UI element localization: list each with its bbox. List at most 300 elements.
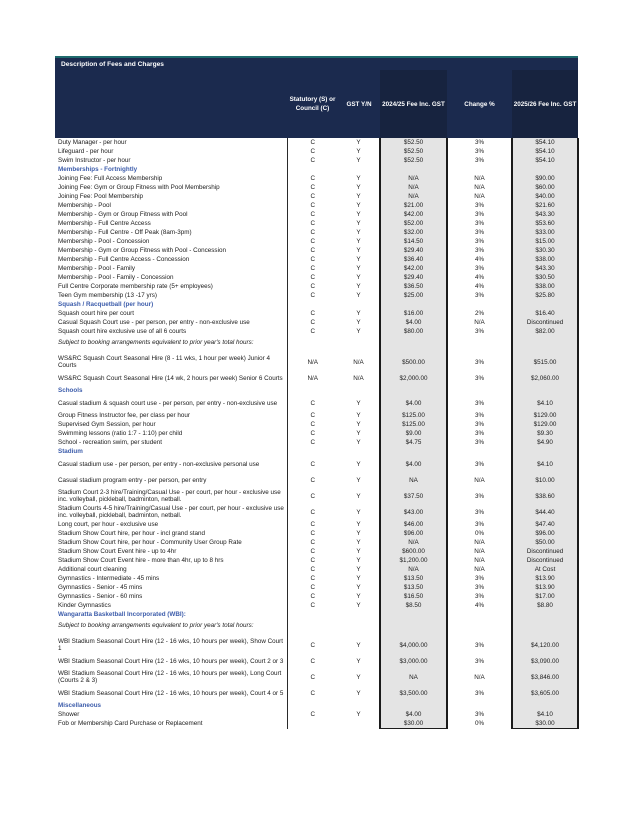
statutory-code: C [287,529,338,538]
fee-2025-26: $515.00 [512,354,578,370]
statutory-code: C [287,592,338,601]
table-row [55,456,578,472]
fee-description: Group Fitness Instructor fee, per class per hour [58,412,190,419]
fee-description: Membership - Pool [58,202,111,209]
table-row [55,201,578,210]
table-row [55,429,578,438]
fee-description: Lifeguard - per hour [58,148,114,155]
section-heading: Squash / Racquetball (per hour) [58,301,154,308]
gst-flag: Y [356,247,361,254]
statutory-code: C [287,291,338,300]
table-row [55,504,578,520]
change-percent [447,619,512,631]
fee-description: Stadium Show Court hire, per hour - Community User Group Rate [58,539,242,546]
statutory-code: C [287,138,338,147]
statutory-code: C [287,488,338,504]
change-percent [447,610,512,619]
fee-description: Joining Fee: Gym or Group Fitness with Pool Membership [58,184,220,191]
statutory-code [287,300,338,309]
table-row [55,583,578,592]
fee-2025-26: Discontinued [512,547,578,556]
header-statutory: Statutory (S) or Council (C) [287,70,338,138]
statutory-code: C [287,309,338,318]
statutory-code: C [287,420,338,429]
gst-flag [338,619,380,631]
gst-flag: Y [356,476,361,484]
fee-2024-25: $4.00 [380,710,447,719]
section-heading: Wangaratta Basketball Incorporated (WBI): [58,611,186,618]
gst-flag: Y [356,412,361,419]
fees-table-body [55,138,578,729]
fee-2025-26: $3,846.00 [512,669,578,685]
change-percent: 3% [474,374,485,382]
fee-description: Swim Instructor - per hour [58,157,131,164]
fee-description: Casual stadium use - per person, per entry - non-exclusive personal use [58,460,260,468]
note-text: Subject to booking arrangements equivalent to prior year's total hours: [58,338,254,346]
fee-2024-25: $80.00 [380,327,447,336]
statutory-code [287,610,338,619]
table-row [55,653,578,669]
gst-flag: Y [356,283,361,290]
change-percent: 3% [474,711,485,718]
statutory-code: C [287,228,338,237]
change-percent: 3% [474,508,485,516]
section-heading-row [55,165,578,174]
gst-flag: Y [356,319,361,326]
fee-description: Casual Squash Court use - per person, per entry - non-exclusive use [58,319,250,326]
statutory-code: C [287,255,338,264]
fee-2025-26: $4,120.00 [512,637,578,653]
statutory-code: C [287,210,338,219]
statutory-code: C [287,456,338,472]
table-row [55,291,578,300]
gst-flag: Y [356,265,361,272]
gst-flag: Y [356,148,361,155]
fee-description: Fob or Membership Card Purchase or Replacement [58,720,203,728]
change-percent: 3% [474,439,485,446]
fee-2025-26: $9.30 [512,429,578,438]
fee-2025-26 [512,336,578,348]
statutory-code: C [287,547,338,556]
fee-2025-26: $44.40 [512,504,578,520]
change-percent: 3% [474,412,485,419]
change-percent: 3% [474,657,485,665]
fee-description: Squash court hire exclusive use of all 6 courts [58,328,187,335]
fee-description: Membership - Gym or Group Fitness with Pool [58,211,188,218]
gst-flag: Y [356,584,361,591]
fee-2024-25 [380,336,447,348]
gst-flag: Y [356,557,361,564]
fee-description: Membership - Full Centre - Off Peak (8am-3pm) [58,229,192,236]
fee-2024-25: $1,200.00 [380,556,447,565]
fee-2024-25: NA [380,669,447,685]
change-percent: 4% [474,602,485,609]
change-percent: 3% [474,575,485,582]
fee-description: Gymnastics - Senior - 45 mins [58,584,143,591]
change-percent: N/A [474,557,485,564]
fee-description: Membership - Gym or Group Fitness with Pool - Concession [58,247,226,254]
gst-flag [338,165,380,174]
change-percent [447,701,512,710]
gst-flag: Y [356,256,361,263]
change-percent [447,386,512,395]
fee-2025-26: $2,060.00 [512,370,578,386]
fee-description: School - recreation swim, per student [58,439,162,446]
fee-description: Stadium Show Court Event hire - up to 4hr [58,548,177,555]
header-fee-2024-25: 2024/25 Fee Inc. GST [380,70,447,138]
fee-2025-26 [512,610,578,619]
statutory-code: C [287,282,338,291]
statutory-code: C [287,710,338,719]
fee-description: Membership - Pool - Family - Concession [58,274,174,281]
fee-description: Full Centre Corporate membership rate (5+ employees) [58,283,213,290]
fee-2025-26: $43.30 [512,210,578,219]
fee-description: Gymnastics - Intermediate - 45 mins [58,575,160,582]
fee-2025-26: $30.30 [512,246,578,255]
statutory-code: C [287,438,338,447]
fee-2024-25: $125.00 [380,420,447,429]
fee-2025-26: $38.60 [512,488,578,504]
change-percent: 3% [474,292,485,299]
fee-description: Casual stadium program entry - per person, per entry [58,476,207,484]
fee-2024-25: $14.50 [380,237,447,246]
fee-2024-25: $9.00 [380,429,447,438]
table-row [55,282,578,291]
fee-2025-26: $13.90 [512,574,578,583]
fee-2025-26: $33.00 [512,228,578,237]
fee-2025-26: At Cost [512,565,578,574]
table-row [55,228,578,237]
gst-flag: Y [356,220,361,227]
table-row [55,395,578,411]
gst-flag: Y [356,328,361,335]
table-row [55,592,578,601]
fee-description: Casual stadium & squash court use - per person, per entry - non-exclusive use [58,399,278,407]
note-row [55,619,578,631]
fee-2024-25: $52.50 [380,147,447,156]
section-heading: Miscellaneous [58,702,102,709]
fee-2024-25: $52.50 [380,156,447,165]
table-row [55,210,578,219]
gst-flag [338,610,380,619]
change-percent: 3% [474,689,485,697]
statutory-code: C [287,583,338,592]
gst-flag [338,336,380,348]
fee-2024-25: N/A [380,183,447,192]
fee-2024-25: $46.00 [380,520,447,529]
gst-flag: Y [356,492,361,500]
fee-2024-25: $25.00 [380,291,447,300]
table-row [55,438,578,447]
statutory-code [287,447,338,456]
change-percent: 3% [474,202,485,209]
header-change: Change % [447,70,512,138]
table-row [55,520,578,529]
change-percent: 3% [474,328,485,335]
gst-flag: Y [356,530,361,537]
statutory-code: C [287,504,338,520]
change-percent: 3% [474,211,485,218]
fee-2025-26: $30.50 [512,273,578,282]
table-row [55,420,578,429]
header-description [55,70,287,138]
section-heading-row [55,300,578,309]
statutory-code: C [287,538,338,547]
fee-description: Gymnastics - Senior - 60 mins [58,593,143,600]
fee-2024-25 [380,447,447,456]
gst-flag: Y [356,593,361,600]
fee-2024-25: $32.00 [380,228,447,237]
fee-description: Shower [58,711,80,718]
change-percent: N/A [474,476,485,484]
change-percent: 3% [474,265,485,272]
gst-flag: Y [356,139,361,146]
table-row [55,538,578,547]
change-percent: 3% [474,157,485,164]
fee-2024-25: $43.00 [380,504,447,520]
fee-2025-26 [512,165,578,174]
fee-2024-25: $4.00 [380,456,447,472]
change-percent: 3% [474,229,485,236]
fee-2024-25 [380,165,447,174]
table-row [55,246,578,255]
statutory-code: C [287,174,338,183]
table-row [55,472,578,488]
fee-description: Duty Manager - per hour [58,139,127,146]
gst-flag [338,300,380,309]
statutory-code: C [287,685,338,701]
statutory-code: C [287,183,338,192]
table-row [55,565,578,574]
fee-2024-25 [380,610,447,619]
fee-2025-26: $40.00 [512,192,578,201]
gst-flag: Y [356,673,361,681]
fee-description: WBI Stadium Seasonal Court Hire (12 - 16 wks, 10 hours per week), Court 2 or 3 [58,657,284,665]
fee-description: Joining Fee: Pool Membership [58,193,144,200]
gst-flag [338,386,380,395]
fee-2024-25: $13.50 [380,574,447,583]
gst-flag: Y [356,193,361,200]
section-heading: Memberships - Fortnightly [58,166,138,173]
gst-flag: Y [356,238,361,245]
table-row [55,237,578,246]
table-title: Description of Fees and Charges [55,57,578,70]
gst-flag: Y [356,508,361,516]
fee-2024-25: $4.00 [380,395,447,411]
gst-flag: Y [356,184,361,191]
fee-2024-25: $36.50 [380,282,447,291]
fee-2025-26: $25.80 [512,291,578,300]
statutory-code: C [287,574,338,583]
table-row [55,547,578,556]
fee-2024-25: $36.40 [380,255,447,264]
statutory-code: C [287,147,338,156]
fee-description: Swimming lessons (ratio 1:7 - 1:10) per child [58,430,183,437]
fee-2025-26: $54.10 [512,156,578,165]
statutory-code: C [287,472,338,488]
table-row [55,719,578,729]
fee-2025-26: $54.10 [512,138,578,147]
table-row [55,147,578,156]
gst-flag [338,719,380,729]
table-row [55,370,578,386]
gst-flag: N/A [353,374,364,382]
fee-2024-25: $42.00 [380,210,447,219]
gst-flag: Y [356,521,361,528]
change-percent [447,336,512,348]
change-percent: N/A [474,548,485,555]
fee-description: Membership - Pool - Concession [58,238,150,245]
fee-2025-26: $60.00 [512,183,578,192]
table-row [55,255,578,264]
fee-description: Teen Gym membership (13 -17 yrs) [58,292,158,299]
statutory-code: C [287,637,338,653]
gst-flag: Y [356,229,361,236]
fees-table-container [55,56,578,729]
gst-flag [338,701,380,710]
fee-2025-26: $54.10 [512,147,578,156]
statutory-code: C [287,318,338,327]
statutory-code [287,701,338,710]
statutory-code: C [287,556,338,565]
fee-2025-26: $10.00 [512,472,578,488]
change-percent: 3% [474,460,485,468]
fee-2025-26: $3,605.00 [512,685,578,701]
header-fee-2025-26: 2025/26 Fee Inc. GST [512,70,578,138]
fee-2024-25: $4,000.00 [380,637,447,653]
note-text: Subject to booking arrangements equivalent to prior year's total hours: [58,621,254,629]
gst-flag: Y [356,439,361,446]
change-percent: N/A [474,319,485,326]
gst-flag: Y [356,641,361,649]
fee-2024-25: $600.00 [380,547,447,556]
fee-2024-25: $52.50 [380,138,447,147]
fee-description: Stadium Show Court hire, per hour - incl grand stand [58,530,206,537]
change-percent: N/A [474,184,485,191]
change-percent [447,300,512,309]
table-row [55,488,578,504]
fee-2025-26: $21.60 [512,201,578,210]
gst-flag: Y [356,539,361,546]
fee-2025-26: $4.10 [512,456,578,472]
fee-2025-26 [512,300,578,309]
statutory-code: C [287,601,338,610]
gst-flag: Y [356,421,361,428]
table-row [55,318,578,327]
fee-2024-25: $21.00 [380,201,447,210]
gst-flag [338,447,380,456]
change-percent: N/A [474,539,485,546]
fee-2025-26: $82.00 [512,327,578,336]
statutory-code: C [287,273,338,282]
gst-flag: Y [356,292,361,299]
change-percent: 3% [474,399,485,407]
header-gst: GST Y/N [338,70,380,138]
statutory-code: N/A [287,354,338,370]
gst-flag: Y [356,566,361,573]
fee-2024-25: $3,000.00 [380,653,447,669]
table-row [55,183,578,192]
note-row [55,336,578,348]
section-heading: Stadium [58,448,83,455]
table-row [55,174,578,183]
fee-2024-25: $4.75 [380,438,447,447]
fee-2024-25: N/A [380,174,447,183]
fee-2025-26: Discontinued [512,556,578,565]
fee-description: Membership - Pool - Family [58,265,135,272]
change-percent: 3% [474,584,485,591]
fee-description: Stadium Court 2-3 hire/Training/Casual Use - per court, per hour - exclusive use inc. volleyball, pickleball, badminton, netball. [58,489,281,503]
fee-description: Supervised Gym Session, per hour [58,421,156,428]
statutory-code: C [287,264,338,273]
change-percent: 3% [474,247,485,254]
fee-2024-25: $30.00 [380,719,447,729]
section-heading-row [55,386,578,395]
fee-2025-26: $38.00 [512,255,578,264]
gst-flag: Y [356,202,361,209]
fee-2025-26 [512,619,578,631]
fee-description: Stadium Show Court Event hire - more than 4hr, up to 8 hrs [58,557,224,564]
fee-2024-25: $42.00 [380,264,447,273]
fee-2025-26: $47.40 [512,520,578,529]
change-percent: 4% [474,274,485,281]
fee-2025-26: $13.90 [512,583,578,592]
table-row [55,574,578,583]
fee-2025-26: $96.00 [512,529,578,538]
fee-2024-25 [380,701,447,710]
fee-2024-25: $2,000.00 [380,370,447,386]
fee-description: WS&RC Squash Court Seasonal Hire (8 - 11 wks, 1 hour per week) Junior 4 Courts [58,355,270,369]
fee-2024-25: $4.00 [380,318,447,327]
table-row [55,556,578,565]
change-percent: 3% [474,421,485,428]
statutory-code: C [287,429,338,438]
fee-description: WBI Stadium Seasonal Court Hire (12 - 16 wks, 10 hours per week), Court 4 or 5 [58,689,284,697]
gst-flag: Y [356,711,361,718]
fee-2024-25: $37.50 [380,488,447,504]
gst-flag: N/A [353,358,364,366]
fee-2024-25: $29.40 [380,273,447,282]
fee-2024-25: N/A [380,192,447,201]
statutory-code: C [287,219,338,228]
section-heading: Schools [58,387,83,394]
gst-flag: Y [356,430,361,437]
statutory-code: C [287,565,338,574]
statutory-code: C [287,201,338,210]
fee-2025-26: $53.60 [512,219,578,228]
statutory-code: C [287,237,338,246]
gst-flag: Y [356,310,361,317]
fee-description: WS&RC Squash Court Seasonal Hire (14 wk, 2 hours per week) Senior 6 Courts [58,374,283,382]
change-percent: N/A [474,566,485,573]
table-row [55,601,578,610]
change-percent: 3% [474,220,485,227]
fee-description: Stadium Courts 4-5 hire/Training/Casual Use - per court, per hour - exclusive use inc. volleyball, pickleball, badminton, netball. [58,505,284,519]
fee-description: WBI Stadium Seasonal Court Hire (12 - 16 wks, 10 hours per week), Long Court (Courts 2 & 3) [58,670,282,684]
fee-description: Long court, per hour - exclusive use [58,521,159,528]
gst-flag: Y [356,157,361,164]
fee-2024-25: $13.50 [380,583,447,592]
fee-2024-25: $16.50 [380,592,447,601]
gst-flag: Y [356,548,361,555]
fee-description: Kinder Gymnastics [58,602,111,609]
section-heading-row [55,701,578,710]
gst-flag: Y [356,274,361,281]
table-row [55,637,578,653]
statutory-code [287,386,338,395]
change-percent: N/A [474,175,485,182]
fee-2025-26: $30.00 [512,719,578,729]
